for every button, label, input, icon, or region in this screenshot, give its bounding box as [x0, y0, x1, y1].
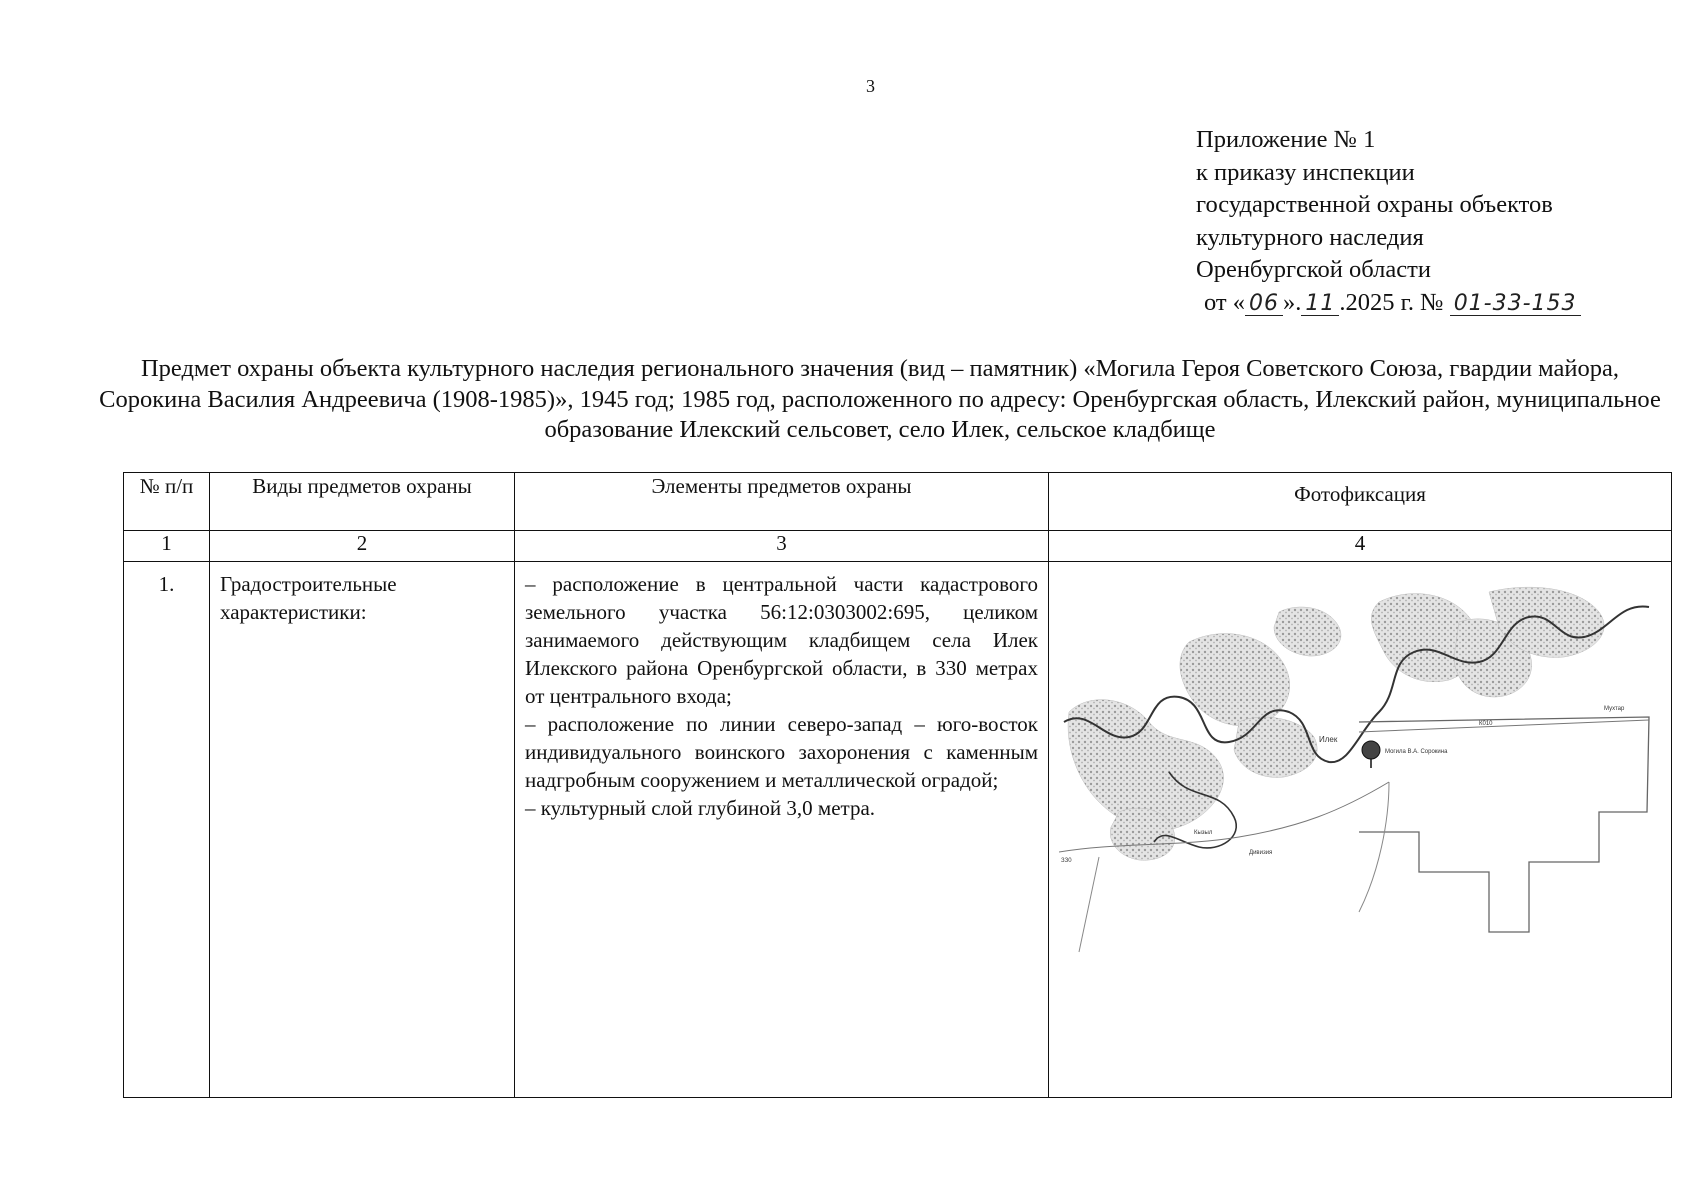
map-label-road: К010: [1479, 721, 1493, 727]
date-year: .2025 г. №: [1339, 288, 1444, 316]
header-number: № п/п: [124, 473, 210, 531]
column-number: 2: [210, 531, 515, 562]
header-photo: Фотофиксация: [1049, 473, 1672, 531]
appendix-line: культурного наследия: [1196, 223, 1424, 251]
row-elements: [515, 562, 1049, 1098]
order-date-line: [1196, 287, 1581, 320]
handwritten-order-number: 01-33-153: [1450, 293, 1581, 316]
table-row: [124, 562, 1672, 1098]
column-number: 1: [124, 531, 210, 562]
column-number: 4: [1049, 531, 1672, 562]
map-label-town-sw: Кызыл: [1194, 830, 1213, 836]
page-number: 3: [866, 76, 875, 96]
handwritten-day: 06: [1245, 293, 1283, 316]
map-label-town-s: Дивизия: [1249, 850, 1273, 856]
date-separator: ».: [1283, 288, 1302, 316]
road-line: [1359, 782, 1389, 912]
handwritten-month: 11: [1301, 293, 1339, 316]
row-type: Градостроительные характеристики:: [210, 562, 515, 1098]
map-label-west: ЗЗ0: [1061, 858, 1072, 864]
header-elements: Элементы предметов охраны: [515, 473, 1049, 531]
location-map: [1059, 572, 1659, 972]
road-line: [1079, 857, 1099, 952]
appendix-block: [1196, 124, 1581, 319]
element-item: – культурный слой глубиной 3,0 метра.: [525, 796, 876, 820]
column-number: 3: [515, 531, 1049, 562]
map-label-grave: Могила В.А. Сорокина: [1385, 749, 1448, 755]
appendix-line: к приказу инспекции: [1196, 158, 1415, 186]
row-photo: [1049, 562, 1672, 1098]
forest-patches: [1068, 587, 1604, 860]
row-number: 1.: [124, 562, 210, 1098]
header-type: Виды предметов охраны: [210, 473, 515, 531]
column-number-row: [124, 531, 1672, 562]
appendix-line: Приложение № 1: [1196, 126, 1376, 153]
protection-table: [123, 472, 1672, 1098]
map-label-village: Илек: [1319, 735, 1338, 744]
map-label-east: Мухтар: [1604, 706, 1625, 712]
document-title: Предмет охраны объекта культурного наследия регионального значения (вид – памятник) «Могила Героя Советского Союза, гвардии майора, Сорокина Василия Андреевича (1908-1985)», 1945 год; 1985 год, расположенного по адресу: Оренбургская область, Илекский район, муниципальное образование Илекский сельсовет, село Илек, сельское кладбище: [99, 355, 1661, 443]
element-item: – расположение в центральной части кадастрового земельного участка 56:12:0303002:695, целиком занимаемого действующим кладбищем села Илек Илекского района Оренбургской области, в 330 метрах от центрального входа;: [525, 572, 1038, 708]
appendix-line: Оренбургской области: [1196, 256, 1431, 283]
grave-location-pin-icon: [1362, 741, 1380, 759]
date-prefix: от «: [1204, 288, 1246, 316]
element-item: – расположение по линии северо-запад – юго-восток индивидуального воинского захоронения с каменным надгробным сооружением и металлической оградой;: [525, 712, 1038, 792]
table-header-row: [124, 473, 1672, 531]
appendix-line: государственной охраны объектов: [1196, 191, 1553, 218]
